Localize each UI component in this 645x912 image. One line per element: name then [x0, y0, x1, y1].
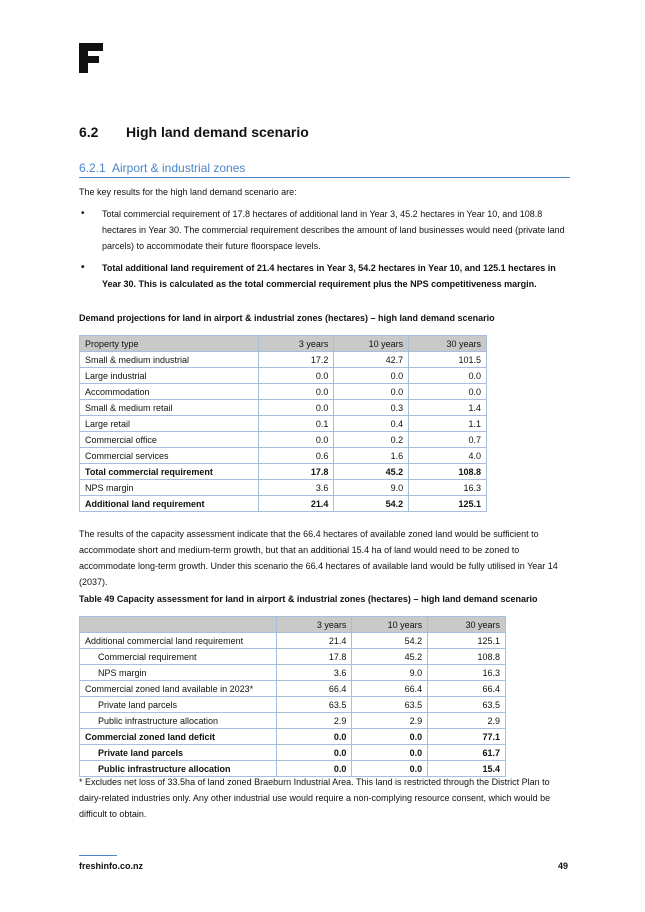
table-cell: 21.4 — [276, 633, 352, 649]
table-cell: 0.0 — [352, 761, 428, 777]
table-cell: 77.1 — [428, 729, 506, 745]
table-cell: 42.7 — [334, 352, 409, 368]
demand-projections-table — [79, 335, 487, 512]
table-cell: 0.0 — [258, 368, 334, 384]
table-header-row — [80, 617, 506, 633]
table-total-row — [80, 496, 487, 512]
table-row — [80, 368, 487, 384]
subsection-title: Airport & industrial zones — [112, 161, 246, 175]
table-row — [80, 633, 506, 649]
row-label: Total commercial requirement — [80, 464, 259, 480]
table-header-row — [80, 336, 487, 352]
table-row — [80, 448, 487, 464]
table-row — [80, 352, 487, 368]
capacity-assessment-table — [79, 616, 506, 777]
table-cell: 61.7 — [428, 745, 506, 761]
capacity-paragraph: The results of the capacity assessment indicate that the 66.4 hectares of available zoned land would be sufficient to accommodate short and medium-term growth, but that an additional 15.4 ha of land would need to be zoned to accommodate long-term growth. Under this scenario the 66.4 hectares of available land would be fully utilised in Year 14 (2037). — [79, 529, 558, 587]
table-cell: 0.2 — [334, 432, 409, 448]
column-header: 3 years — [258, 336, 334, 352]
column-header — [80, 617, 277, 633]
table-cell: 0.0 — [258, 400, 334, 416]
table-cell: 0.0 — [276, 761, 352, 777]
table-cell: 108.8 — [409, 464, 487, 480]
table-cell: 0.0 — [276, 745, 352, 761]
bullet-additional-land: • Total additional land requirement of 21.4 hectares in Year 3, 54.2 hectares in Year 10, and 125.1 hectares in Year 30. This is calculated as the total commercial requirement plus the NPS competitiveness margin. — [79, 260, 569, 292]
row-label: Public infrastructure allocation — [80, 761, 277, 777]
table-cell: 0.3 — [334, 400, 409, 416]
row-label: Public infrastructure allocation — [80, 713, 277, 729]
table-cell: 0.0 — [352, 745, 428, 761]
table-cell: 21.4 — [258, 496, 334, 512]
table-row — [80, 432, 487, 448]
table-cell: 0.0 — [334, 368, 409, 384]
table-cell: 2.9 — [276, 713, 352, 729]
table-cell: 63.5 — [428, 697, 506, 713]
table-deficit-row — [80, 745, 506, 761]
table-cell: 0.0 — [352, 729, 428, 745]
page-number: 49 — [557, 861, 568, 871]
table2-caption: Table 49 Capacity assessment for land in airport & industrial zones (hectares) – high land demand scenario — [79, 594, 538, 604]
table-cell: 66.4 — [428, 681, 506, 697]
table-cell: 125.1 — [409, 496, 487, 512]
table-cell: 45.2 — [334, 464, 409, 480]
table-cell: 0.0 — [276, 729, 352, 745]
company-logo — [79, 43, 103, 73]
table-total-row — [80, 464, 487, 480]
subsection-heading — [79, 161, 570, 178]
table-cell: 66.4 — [276, 681, 352, 697]
row-label: Private land parcels — [80, 745, 277, 761]
table-row — [80, 665, 506, 681]
row-label: Commercial requirement — [80, 649, 277, 665]
table-cell: 1.4 — [409, 400, 487, 416]
row-label: Commercial office — [80, 432, 259, 448]
table-cell: 17.8 — [258, 464, 334, 480]
table-cell: 0.6 — [258, 448, 334, 464]
row-label: Small & medium industrial — [80, 352, 259, 368]
table-row — [80, 681, 506, 697]
row-label: Commercial zoned land available in 2023* — [80, 681, 277, 697]
section-number: 6.2 — [79, 124, 99, 140]
table-cell: 45.2 — [352, 649, 428, 665]
column-header: Property type — [80, 336, 259, 352]
section-title: High land demand scenario — [126, 124, 309, 140]
table-cell: 0.0 — [409, 384, 487, 400]
table-row — [80, 400, 487, 416]
table-cell: 0.4 — [334, 416, 409, 432]
table-cell: 16.3 — [428, 665, 506, 681]
table-cell: 17.8 — [276, 649, 352, 665]
table-cell: 63.5 — [276, 697, 352, 713]
table-cell: 0.1 — [258, 416, 334, 432]
column-header: 30 years — [428, 617, 506, 633]
table-deficit-row — [80, 729, 506, 745]
table-cell: 9.0 — [352, 665, 428, 681]
table-cell: 3.6 — [276, 665, 352, 681]
table-cell: 2.9 — [352, 713, 428, 729]
table-cell: 54.2 — [352, 633, 428, 649]
table-cell: 63.5 — [352, 697, 428, 713]
table-cell: 9.0 — [334, 480, 409, 496]
table-row — [80, 480, 487, 496]
table-cell: 0.0 — [258, 432, 334, 448]
column-header: 10 years — [334, 336, 409, 352]
table-cell: 1.6 — [334, 448, 409, 464]
row-label: Additional land requirement — [80, 496, 259, 512]
row-label: NPS margin — [80, 665, 277, 681]
table-cell: 0.0 — [258, 384, 334, 400]
row-label: Additional commercial land requirement — [80, 633, 277, 649]
table-row — [80, 649, 506, 665]
table-row — [80, 697, 506, 713]
table-cell: 125.1 — [428, 633, 506, 649]
row-label: Large retail — [80, 416, 259, 432]
row-label: Accommodation — [80, 384, 259, 400]
table1-caption: Demand projections for land in airport & industrial zones (hectares) – high land demand scenario — [79, 313, 495, 323]
key-results-list — [79, 206, 569, 298]
table-cell: 2.9 — [428, 713, 506, 729]
table-cell: 16.3 — [409, 480, 487, 496]
footer-rule — [79, 855, 117, 856]
table-row — [80, 713, 506, 729]
table-cell: 0.0 — [334, 384, 409, 400]
column-header: 10 years — [352, 617, 428, 633]
footnote: * Excludes net loss of 33.5ha of land zoned Braeburn Industrial Area. This land is restricted through the District Plan to dairy-related industries only. Any other industrial use would require a non-complying resource consent, which would be difficult to obtain. — [79, 777, 551, 819]
table-row — [80, 416, 487, 432]
row-label: NPS margin — [80, 480, 259, 496]
footer-site: freshinfo.co.nz — [79, 861, 144, 871]
table-cell: 0.0 — [409, 368, 487, 384]
table-cell: 1.1 — [409, 416, 487, 432]
table-cell: 4.0 — [409, 448, 487, 464]
table-cell: 101.5 — [409, 352, 487, 368]
row-label: Commercial zoned land deficit — [80, 729, 277, 745]
table-cell: 17.2 — [258, 352, 334, 368]
row-label: Small & medium retail — [80, 400, 259, 416]
subsection-number: 6.2.1 — [79, 161, 106, 175]
table-cell: 108.8 — [428, 649, 506, 665]
section-heading — [79, 124, 309, 140]
table-cell: 0.7 — [409, 432, 487, 448]
table-cell: 54.2 — [334, 496, 409, 512]
row-label: Commercial services — [80, 448, 259, 464]
table-cell: 66.4 — [352, 681, 428, 697]
table-row — [80, 384, 487, 400]
table-cell: 3.6 — [258, 480, 334, 496]
row-label: Large industrial — [80, 368, 259, 384]
column-header: 3 years — [276, 617, 352, 633]
row-label: Private land parcels — [80, 697, 277, 713]
bullet-commercial-requirement: • Total commercial requirement of 17.8 hectares of additional land in Year 3, 45.2 hectares in Year 10, and 108.8 hectares in Year 30. The commercial requirement describes the amount of land businesses would need (private land parcels) to accommodate their future floorspace levels. — [79, 206, 569, 254]
column-header: 30 years — [409, 336, 487, 352]
intro-paragraph: The key results for the high land demand scenario are: — [79, 187, 297, 197]
table-cell: 15.4 — [428, 761, 506, 777]
